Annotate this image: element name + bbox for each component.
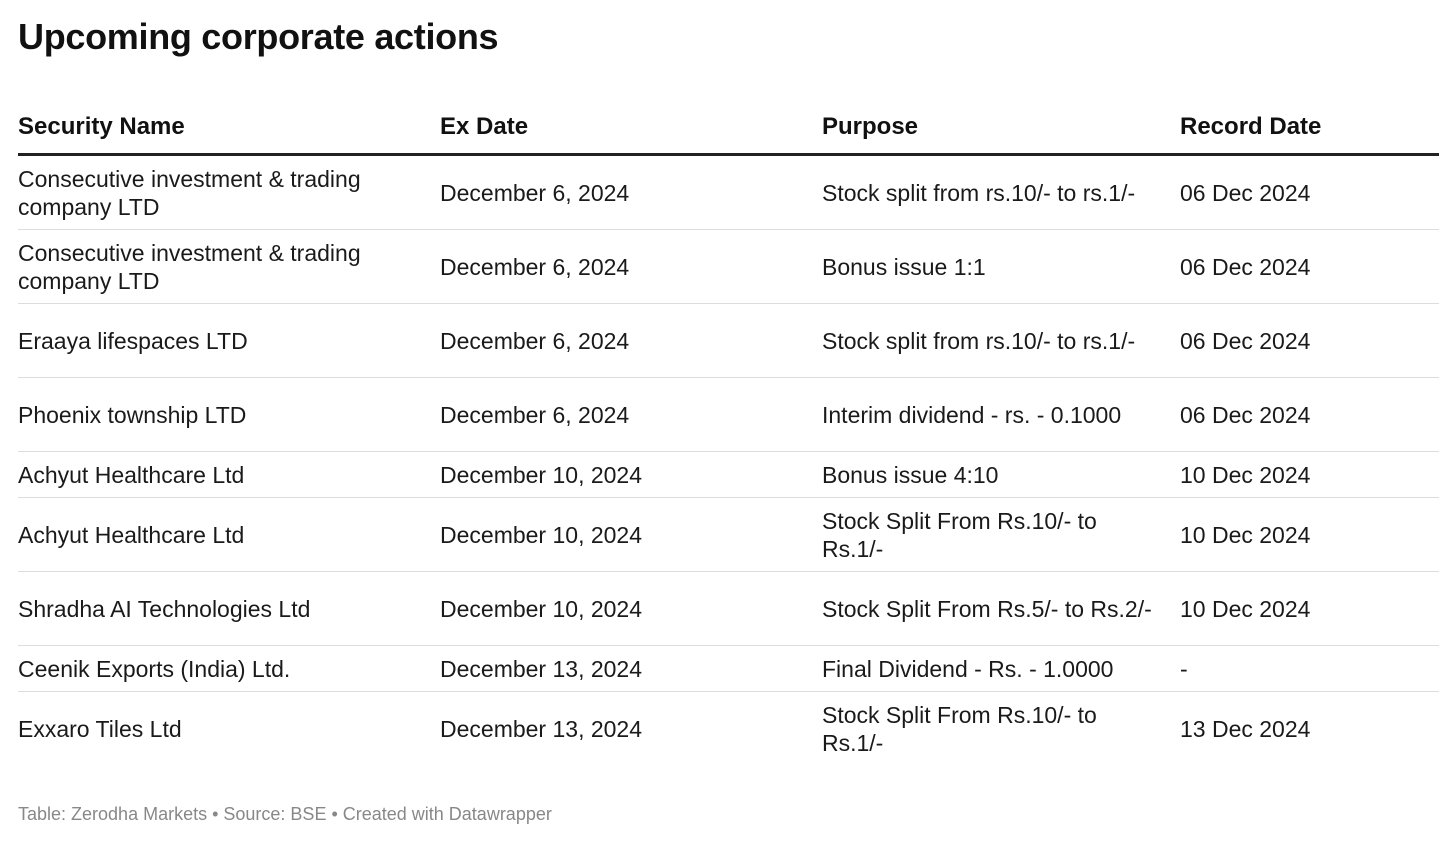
cell-text: Achyut Healthcare Ltd [18, 461, 245, 488]
cell-text: Achyut Healthcare Ltd [18, 521, 245, 548]
cell-record-date: 13 Dec 2024 [1180, 715, 1311, 742]
cell-text: Stock Split From Rs.10/- to Rs.1/- [822, 701, 1097, 756]
cell-ex-date: December 6, 2024 [440, 155, 822, 230]
cell-security-name [18, 378, 440, 452]
cell-text: Ceenik Exports (India) Ltd. [18, 655, 291, 682]
cell-purpose [822, 572, 1180, 646]
cell-text: Consecutive investment & trading company LTD [18, 165, 361, 220]
cell-security-name [18, 230, 440, 304]
cell-record-date: 06 Dec 2024 [1180, 304, 1439, 378]
corporate-actions-table [18, 95, 1439, 765]
cell-ex-date: December 10, 2024 [440, 452, 822, 498]
cell-security-name [18, 498, 440, 572]
column-header-security-name: Security Name [18, 95, 440, 155]
cell-record-date: 10 Dec 2024 [1180, 498, 1439, 572]
cell-security-name [18, 304, 440, 378]
cell-purpose [822, 304, 1180, 378]
cell-security-name [18, 572, 440, 646]
cell-text: Eraaya lifespaces LTD [18, 327, 248, 354]
table-row [18, 572, 1439, 646]
column-header-record-date: Record Date [1180, 95, 1439, 155]
table-row [18, 452, 1439, 498]
cell-text: Bonus issue 4:10 [822, 461, 999, 488]
page-title: Upcoming corporate actions [18, 16, 499, 57]
cell-text: Stock split from rs.10/- to rs.1/- [822, 179, 1136, 206]
cell-ex-date: December 13, 2024 [440, 646, 822, 692]
cell-text: Interim dividend - rs. - 0.1000 [822, 401, 1122, 428]
cell-ex-date: December 10, 2024 [440, 572, 822, 646]
table-row [18, 304, 1439, 378]
cell-record-date: - [1180, 646, 1439, 692]
cell-purpose [822, 378, 1180, 452]
table-row [18, 155, 1439, 230]
cell-purpose [822, 230, 1180, 304]
cell-text: Phoenix township LTD [18, 401, 247, 428]
cell-purpose [822, 692, 1180, 766]
table-row [18, 230, 1439, 304]
cell-record-date: 06 Dec 2024 [1180, 378, 1439, 452]
cell-text: Stock Split From Rs.5/- to Rs.2/- [822, 595, 1152, 622]
cell-record-date: 06 Dec 2024 [1180, 155, 1439, 230]
cell-text: Bonus issue 1:1 [822, 253, 986, 280]
cell-record-date: 10 Dec 2024 [1180, 452, 1439, 498]
source-footer: Table: Zerodha Markets • Source: BSE • Created with Datawrapper [18, 804, 552, 824]
cell-purpose [822, 155, 1180, 230]
header-row [18, 95, 1439, 155]
cell-security-name [18, 452, 440, 498]
cell-record-date: 06 Dec 2024 [1180, 230, 1439, 304]
cell-ex-date: December 13, 2024 [440, 715, 643, 742]
table-row [18, 498, 1439, 572]
cell-text: Stock Split From Rs.10/- to Rs.1/- [822, 507, 1097, 562]
cell-text: Exxaro Tiles Ltd [18, 715, 182, 742]
cell-purpose [822, 498, 1180, 572]
cell-ex-date: December 6, 2024 [440, 230, 822, 304]
cell-purpose [822, 646, 1180, 692]
cell-text: Stock split from rs.10/- to rs.1/- [822, 327, 1136, 354]
cell-security-name [18, 692, 440, 766]
column-header-purpose: Purpose [822, 95, 1180, 155]
cell-ex-date: December 10, 2024 [440, 498, 822, 572]
cell-text: Shradha AI Technologies Ltd [18, 595, 311, 622]
table-row [18, 378, 1439, 452]
cell-ex-date: December 6, 2024 [440, 378, 822, 452]
cell-purpose [822, 452, 1180, 498]
table-row [18, 646, 1439, 692]
column-header-ex-date: Ex Date [440, 95, 822, 155]
cell-record-date: 10 Dec 2024 [1180, 572, 1439, 646]
cell-ex-date: December 6, 2024 [440, 304, 822, 378]
table-row [18, 692, 1439, 766]
cell-security-name [18, 646, 440, 692]
cell-text: Consecutive investment & trading company LTD [18, 239, 361, 294]
cell-security-name [18, 155, 440, 230]
cell-text: Final Dividend - Rs. - 1.0000 [822, 655, 1114, 682]
